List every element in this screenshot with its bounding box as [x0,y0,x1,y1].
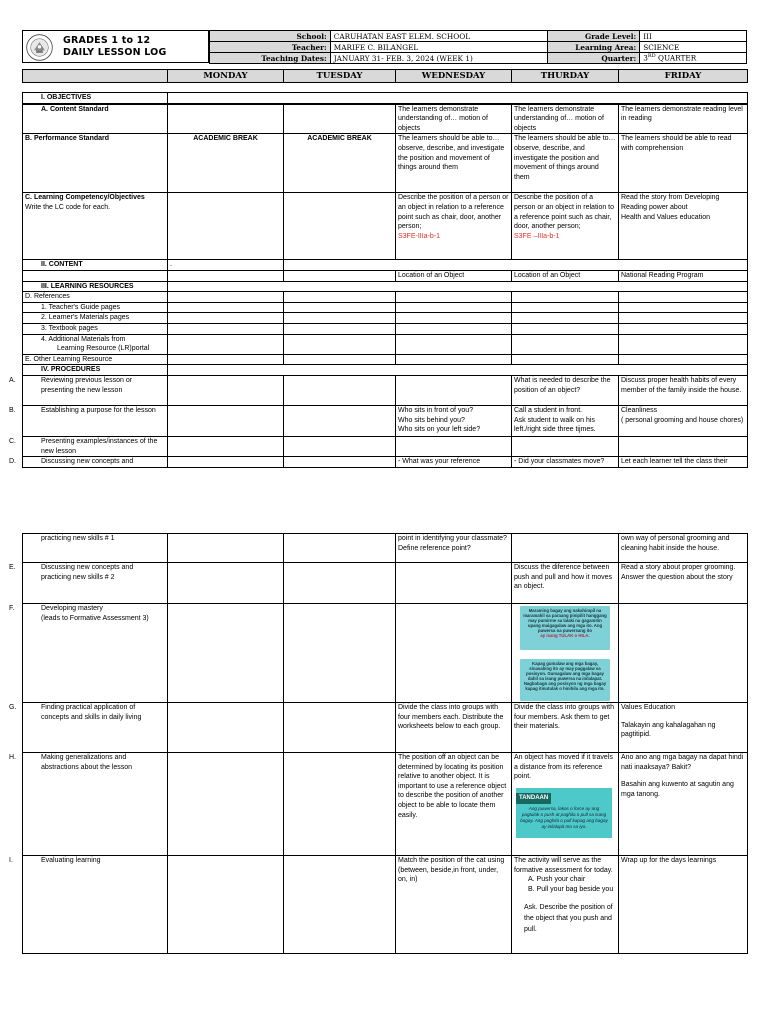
procedure-g-label: G. Finding practical application of concepts and skills in daily living [23,703,168,753]
content-standard-fri: The learners demonstrate reading level in reading [619,104,748,134]
performance-standard-fri: The learners should be able to read with comprehension [619,134,748,193]
academic-break-tuesday: ACADEMIC BREAK [284,134,396,193]
day-wednesday: WEDNESDAY [396,70,512,83]
procedure-h-label: H. Making generalizations and abstractions about the lesson [23,753,168,856]
procedure-d-label: D. Discussing new concepts and [23,457,168,468]
procedures-heading: IV. PROCEDURES [23,365,168,376]
table-row [23,134,748,193]
procedure-b-thu: Call a student in front. Ask student to walk on his left./right side three tijmes. [512,405,619,436]
additional-materials-label [23,334,168,354]
learning-resources-heading: III. LEARNING RESOURCES [23,281,168,292]
additional-materials-line-1: 4. Additional Materials from [41,335,126,343]
table-row [23,604,748,703]
learning-area-label: Learning Area: [548,42,640,53]
school-label: School: [210,31,331,42]
procedure-b-wed: Who sits in front of you? Who sits behind you? Who sits on your left side? [396,405,512,436]
table-row [23,323,748,334]
table-row [23,365,748,376]
lc-thu-text: Describe the position of a person or an object in relation to a reference point such as chair, door, another person; [514,194,615,231]
log-title [63,35,166,59]
procedure-c-label: C. Presenting examples/instances of the new lesson [23,436,168,456]
lc-wed [396,193,512,260]
quarter-number: 3 [643,53,648,63]
content-standard-label: A. Content Standard [23,104,168,134]
lesson-grid-page-2 [9,533,748,954]
table-row [23,104,748,134]
table-row [23,302,748,313]
content-heading: II. CONTENT [23,260,168,271]
table-row [23,270,748,281]
content-wed: Location of an Object [396,270,512,281]
procedure-i-label: I. Evaluating learning [23,856,168,954]
procedure-a-thu: What is needed to describe the position of an object? [512,375,619,405]
procedure-f-label: F. Developing mastery (leads to Formative Assessment 3) [23,604,168,703]
logo-title-box [22,30,209,63]
table-row [23,292,748,303]
title-line-2: DAILY LESSON LOG [63,47,167,58]
procedure-d-wed-continued: point in identifying your classmate? Define reference point? [396,534,512,563]
table-row [23,703,748,753]
table-row [23,375,748,405]
procedure-b-fri: Cleanliness ( personal grooming and house chores) [619,405,748,436]
additional-materials-line-2: Learning Resource (LR)portal [57,345,150,353]
quarter-word: QUARTER [655,53,697,63]
lesson-log-header [22,30,747,63]
objectives-heading: I. OBJECTIVES [23,93,168,104]
performance-standard-thu: The learners should be able to… observe, describe, and investigate the position and movement of things around them [512,134,619,193]
procedure-g-wed: Divide the class into groups with four members each. Distribute the worksheets below to each group. [396,703,512,753]
procedure-g-fri: Values Education Talakayin ang kahalagahan ng pagtitipid. [619,703,748,753]
teacher-value: MARIFE C. BILANGEL [330,42,548,53]
lc-fri [619,193,748,260]
procedure-d-fri: Let each learner tell the class their [619,457,748,468]
lc-thu-code: S3FE –IIIa-b-1 [514,232,560,240]
teacher-label: Teacher: [210,42,331,53]
quarter-value [640,53,747,64]
learning-area-value: SCIENCE [640,42,747,53]
learners-materials-label: 2. Learner's Materials pages [23,313,168,324]
grade-level-value: III [640,31,747,42]
procedure-d-wed: - What was your reference [396,457,512,468]
lc-subtitle: Write the LC code for each. [25,203,111,211]
day-header-row [22,69,748,83]
day-monday: MONDAY [168,70,284,83]
grade-level-label: Grade Level: [548,31,640,42]
quarter-suffix: RD [647,53,656,60]
academic-break-monday: ACADEMIC BREAK [168,134,284,193]
teaching-dates-label: Teaching Dates: [210,53,331,64]
table-row [23,534,748,563]
table-row [23,334,748,354]
lc-fri-text-2: Health and Values education [621,213,710,221]
procedure-d-continued: practicing new skills # 1 [23,534,168,563]
procedure-a-fri: Discuss proper health habits of every member of the family inside the house. [619,375,748,405]
table-row [23,193,748,260]
other-resource-label: E. Other Learning Resource [23,354,168,365]
table-row [23,260,748,271]
procedure-i-wed: Match the position of the cat using (between, beside,in front, under, on, in) [396,856,512,954]
procedure-e-fri: Read a story about proper grooming. Answer the question about the story [619,563,748,604]
quarter-label: Quarter: [548,53,640,64]
procedure-e-label: E. Discussing new concepts and practicing new skills # 2 [23,563,168,604]
table-row [23,563,748,604]
procedure-e-thu: Discuss the diference between push and pull and how it moves an object. [512,563,619,604]
procedure-a-label: A. Reviewing previous lesson or presenting the new lesson [23,375,168,405]
table-row [23,856,748,954]
procedure-h-wed: The position off an object can be determined by locating its position relative to another object. It is important to use a reference object to describe the position of another object to be able to locate them easily. [396,753,512,856]
procedure-d-thu: - Did your classmates move? [512,457,619,468]
table-row [23,405,748,436]
lc-title: C. Learning Competency/Objectives [25,194,145,202]
procedure-i-fri: Wrap up for the days learnings [619,856,748,954]
teaching-dates-value: JANUARY 31- FEB. 3, 2024 (WEEK 1) [330,53,548,64]
procedure-f-thu [512,604,619,703]
procedure-g-thu: Divide the class into groups with four members. Ask them to get their materials. [512,703,619,753]
textbook-pages-label: 3. Textbook pages [23,323,168,334]
day-tuesday: TUESDAY [284,70,396,83]
table-row [23,457,748,468]
performance-standard-label: B. Performance Standard [23,134,168,193]
procedure-d-fri-continued: own way of personal grooming and cleaning habit inside the house. [619,534,748,563]
content-standard-wed: The learners demonstrate understanding of… motion of objects [396,104,512,134]
procedure-h-fri: Ano ano ang mga bagay na dapat hindi nati inaaksaya? Bakit? Basahin ang kuwento at sagutin ang mga tanong. [619,753,748,856]
teachers-guide-label: 1. Teacher's Guide pages [23,302,168,313]
deped-seal-icon [26,34,53,61]
tandaan-label: TANDAAN [516,793,551,805]
content-fri: National Reading Program [619,270,748,281]
table-row [23,281,748,292]
push-pull-infographic-1: Maraming bagay ang nakahimpil na maramahil sa paraang pinipilit hanggang may pumirme sa lalaki na gagamitin upang maigagalaw ang mga ito. Ang puwersa na puwersang ito ay isang TULAK o HILA. [520,606,610,650]
tandaan-infographic [516,788,612,838]
day-thursday: THURDAY [512,70,619,83]
lc-wed-text: Describe the position of a person or an object in relation to a reference point such as chair, door, another person; [398,194,509,231]
table-row [23,753,748,856]
content-thu: Location of an Object [512,270,619,281]
procedure-i-thu: The activity will serve as the formative assessment for today. A. Push your chair B. Pull your bag beside you Ask. Describe the position of the object that you push and pull. [512,856,619,954]
content-monday: . [168,260,284,271]
lc-wed-code: S3FE-IIIa-b-1 [398,232,441,240]
learning-competency-label [23,193,168,260]
table-row [23,354,748,365]
day-friday: FRIDAY [619,70,748,83]
content-standard-thu: The learners demonstrate understanding of… motion of objects [512,104,619,134]
lc-fri-text-1: Read the story from Developing Reading power about [621,194,720,211]
table-row [23,436,748,456]
performance-standard-wed: The learners should be able to… observe, describe, and investigate the position and movement of things around them [396,134,512,193]
table-row [23,313,748,324]
procedure-h-thu: An object has moved if it travels a distance from its reference point. TANDAAN Ang puwersa, lakas o force ay ang pagtulak o push at paghila o pull sa isang bagay. Ang paghila o pull kapag ang bagay ay inilalapit mo sa iyo. [512,753,619,856]
day-header-blank [23,70,168,83]
table-row [23,93,748,104]
lc-thu [512,193,619,260]
references-label: D. References [23,292,168,303]
lesson-grid-page-1 [9,92,748,468]
school-value: CARUHATAN EAST ELEM. SCHOOL [330,31,548,42]
tandaan-text: Ang puwersa, lakas o force ay ang pagtulak o push at paghila o pull sa isang bagay. Ang paghila o pull kapag ang bagay ay inilalapit mo sa iyo. [520,805,608,829]
push-pull-infographic-2: Kapag gumalaw ang mga bagay, sinasabing ito ay may paggalaw sa posisyon. Gumagalaw ang mga bagay dahil sa isang puwersa na inilalapat. Nagbabago ang posisyon ng mga bagay kapag itinutulak o hinihila ang mga ito. [520,659,610,701]
school-info-table [209,30,747,64]
procedure-b-label: B. Establishing a purpose for the lesson [23,405,168,436]
title-line-1: GRADES 1 to 12 [63,35,151,46]
